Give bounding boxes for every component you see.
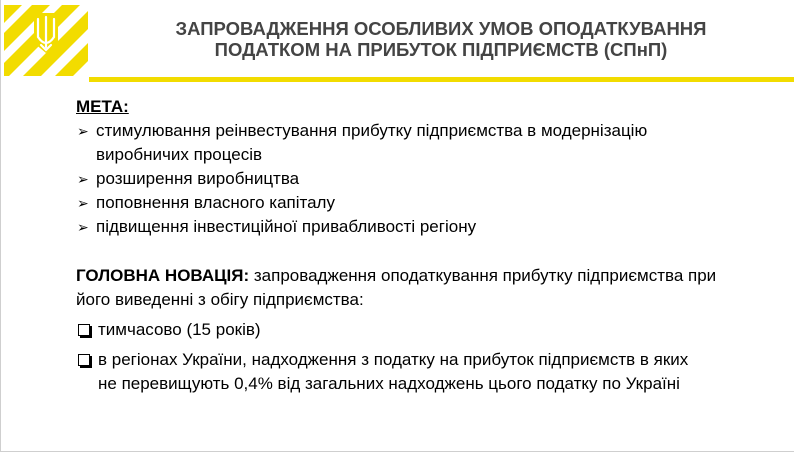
trident-emblem-icon (4, 5, 88, 76)
novation-item-text: в регіонах України, надходження з податку на прибуток підприємств в яких (98, 350, 689, 369)
goal-item-text: стимулювання реінвестування прибутку підприємства в модернізацію (96, 121, 648, 140)
arrow-bullet-icon: ➢ (77, 195, 89, 211)
novation-item (76, 348, 776, 396)
goal-item-text: поповнення власного капіталу (96, 193, 335, 212)
novation-text: запровадження оподаткування прибутку підприємства при (249, 266, 717, 285)
goal-heading: МЕТА: (76, 97, 129, 116)
page-title (121, 18, 761, 60)
novation-item-text: тимчасово (15 років) (98, 320, 261, 339)
goal-item (76, 167, 776, 191)
novation-paragraph (76, 264, 776, 288)
goal-item-text-continued: виробничих процесів (96, 145, 263, 164)
novation-label: ГОЛОВНА НОВАЦІЯ: (76, 266, 250, 285)
checkbox-bullet-icon (78, 324, 90, 336)
goal-item (76, 215, 776, 239)
arrow-bullet-icon: ➢ (77, 123, 89, 139)
goal-item (76, 191, 776, 215)
novation-paragraph-continued: його виведенні з обігу підприємства: (76, 290, 364, 309)
goal-item-text: розширення виробництва (96, 169, 300, 188)
arrow-bullet-icon: ➢ (77, 219, 89, 235)
title-divider (89, 77, 794, 82)
novation-item (76, 318, 776, 342)
arrow-bullet-icon: ➢ (77, 171, 89, 187)
goal-item-continuation (76, 143, 776, 167)
goal-item-text: підвищення інвестиційної привабливості регіону (96, 217, 477, 236)
title-line-1: ЗАПРОВАДЖЕННЯ ОСОБЛИВИХ УМОВ ОПОДАТКУВАННЯ (175, 18, 707, 39)
goal-item (76, 119, 776, 143)
novation-item-text-continued: не перевищують 0,4% від загальних надходжень цього податку по Україні (98, 374, 680, 393)
title-line-2: ПОДАТКОМ НА ПРИБУТОК ПІДПРИЄМСТВ (СПнП) (214, 39, 668, 60)
main-content (76, 95, 776, 396)
checkbox-bullet-icon (78, 354, 90, 366)
